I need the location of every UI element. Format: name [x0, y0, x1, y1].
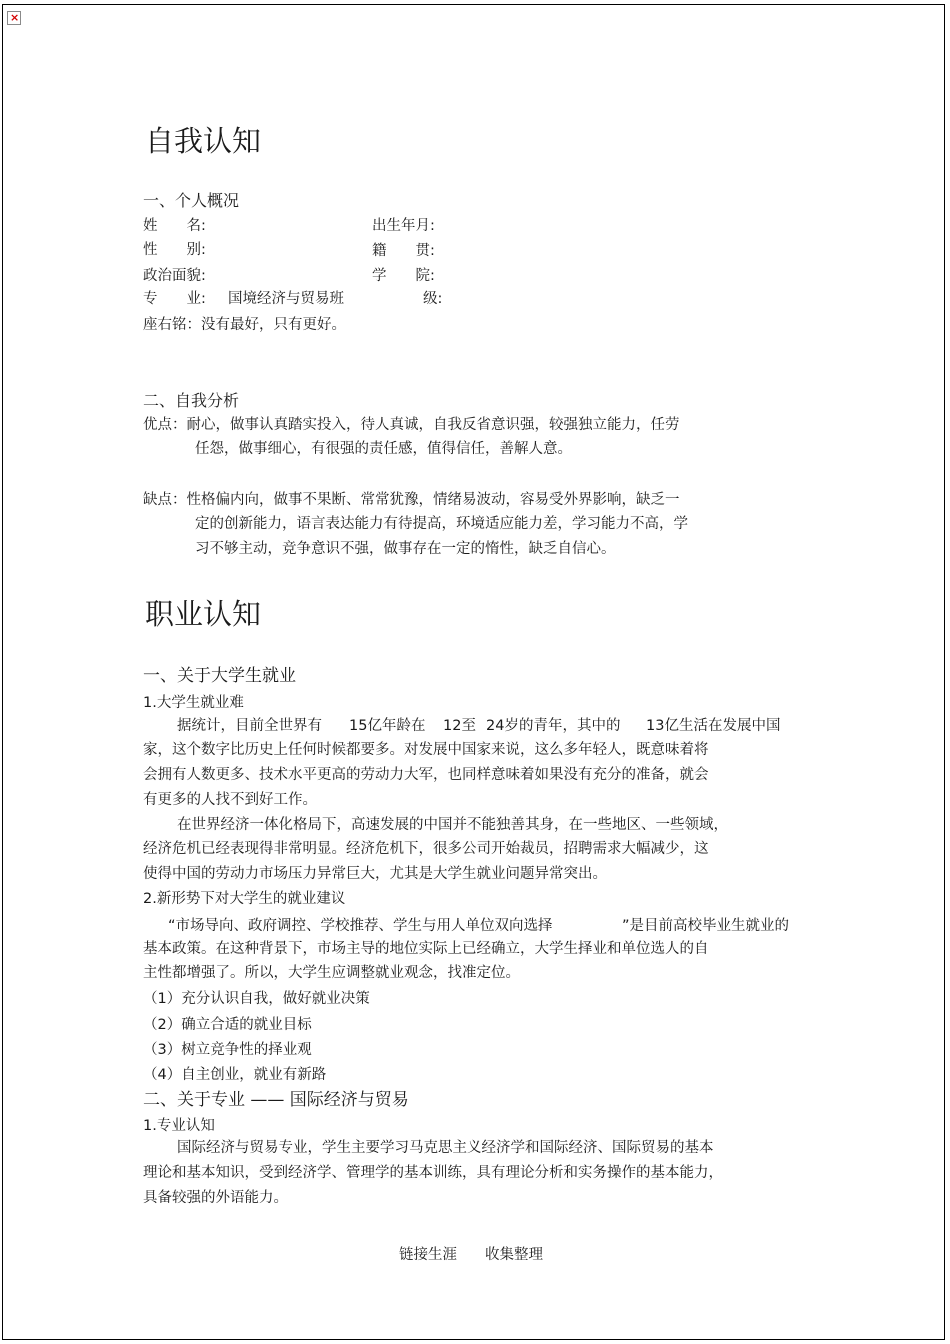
subheading-employment-advice: 2.新形势下对大学生的就业建议 [143, 891, 346, 907]
footer-left: 链接生涯 [399, 1247, 457, 1263]
major-value: 国境经济与贸易班 [228, 291, 344, 307]
origin-label: 籍 贯: [372, 243, 435, 259]
paragraph1-seg2: 15亿年龄在 [349, 718, 426, 734]
weaknesses-line-3: 习不够主动，竞争意识不强，做事存在一定的惰性，缺乏自信心。 [195, 541, 616, 557]
self-title: 自我认知 [145, 124, 262, 158]
career-title: 职业认知 [145, 597, 262, 631]
paragraph3-line2: 基本政策。在这种背景下，市场主导的地位实际上已经确立，大学生择业和单位选人的自 [143, 941, 709, 957]
paragraph2-line2: 经济危机已经表现得非常明显。经济危机下，很多公司开始裁员，招聘需求大幅减少，这 [143, 841, 709, 857]
paragraph4-line3: 具备较强的外语能力。 [143, 1190, 288, 1206]
weaknesses-line-2: 定的创新能力，语言表达能力有待提高，环境适应能力差，学习能力不高，学 [195, 516, 688, 532]
weaknesses-line-1: 缺点：性格偏内向，做事不果断、常常犹豫，情绪易波动，容易受外界影响，缺乏一 [143, 492, 680, 508]
advice-item: （4）自主创业，就业有新路 [143, 1067, 327, 1083]
section-heading-self-analysis: 二、自我分析 [143, 391, 240, 410]
birth-label: 出生年月: [372, 218, 435, 234]
name-label: 姓 名: [143, 218, 206, 234]
major-label: 专 业: [143, 291, 206, 307]
section-heading-employment: 一、关于大学生就业 [143, 666, 296, 686]
paragraph1-line3: 会拥有人数更多、技术水平更高的劳动力大军，也同样意味着如果没有充分的准备，就会 [143, 767, 709, 783]
advice-item: （3）树立竞争性的择业观 [143, 1042, 312, 1058]
paragraph1-seg1: 据统计，目前全世界有 [177, 718, 322, 734]
paragraph1-line2: 家，这个数字比历史上任何时候都要多。对发展中国家来说，这么多年轻人，既意味着将 [143, 742, 709, 758]
paragraph2-line1: 在世界经济一体化格局下，高速发展的中国并不能独善其身，在一些地区、一些领域， [177, 817, 728, 833]
class-label: 级: [423, 291, 443, 307]
politics-label: 政治面貌: [143, 268, 206, 284]
advice-item: （2）确立合适的就业目标 [143, 1017, 312, 1033]
broken-image-icon: × [7, 11, 21, 25]
paragraph4-line2: 理论和基本知识，受到经济学、管理学的基本训练，具有理论分析和实务操作的基本能力， [143, 1165, 723, 1181]
paragraph4-line1: 国际经济与贸易专业，学生主要学习马克思主义经济学和国际经济、国际贸易的基本 [177, 1140, 714, 1156]
paragraph1-seg3: 12至 [443, 718, 476, 734]
advice-item: （1）充分认识自我，做好就业决策 [143, 991, 370, 1007]
subheading-major-knowledge: 1.专业认知 [143, 1118, 215, 1134]
college-label: 学 院: [372, 268, 435, 284]
paragraph3-line3: 主性都增强了。所以，大学生应调整就业观念，找准定位。 [143, 965, 520, 981]
subheading-employment-difficulty: 1.大学生就业难 [143, 695, 244, 711]
paragraph3-seg2: ”是目前高校毕业生就业的 [622, 918, 790, 934]
paragraph1-seg4: 24岁的青年，其中的 [486, 718, 621, 734]
gender-label: 性 别: [143, 242, 206, 258]
strengths-line-2: 任怨，做事细心，有很强的责任感，值得信任，善解人意。 [195, 441, 572, 457]
paragraph1-seg5: 13亿生活在发展中国 [646, 718, 781, 734]
section-heading-major: 二、关于专业 —— 国际经济与贸易 [143, 1090, 409, 1110]
paragraph2-line3: 使得中国的劳动力市场压力异常巨大，尤其是大学生就业问题异常突出。 [143, 866, 607, 882]
paragraph3-seg1: “市场导向、政府调控、学校推荐、学生与用人单位双向选择 [168, 918, 553, 934]
paragraph1-line4: 有更多的人找不到好工作。 [143, 792, 317, 808]
footer-right: 收集整理 [485, 1247, 543, 1263]
motto: 座右铭：没有最好，只有更好。 [143, 317, 346, 333]
strengths-line-1: 优点：耐心，做事认真踏实投入，待人真诚，自我反省意识强，较强独立能力，任劳 [143, 417, 680, 433]
section-heading-profile: 一、个人概况 [143, 191, 240, 210]
